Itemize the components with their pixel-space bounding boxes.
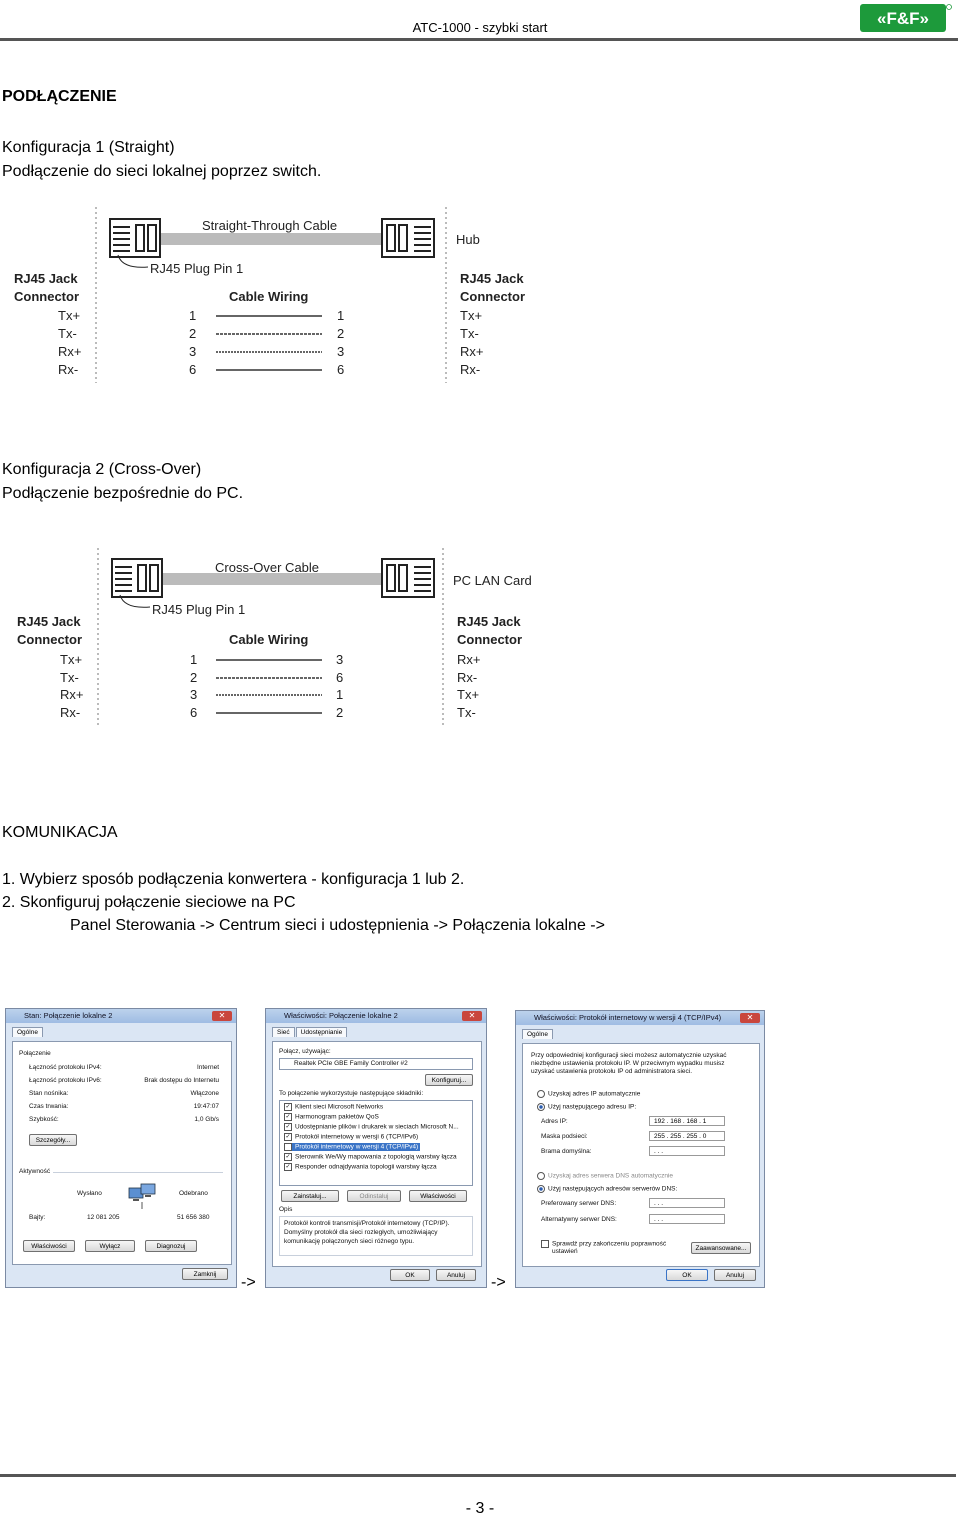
auto-dns-radio[interactable]: Uzyskaj adres serwera DNS automatycznie: [537, 1172, 673, 1180]
bytes-label: Bajty:: [29, 1214, 46, 1221]
ff-logo: [860, 4, 952, 34]
right-signal: Tx+: [460, 308, 483, 323]
cable-type-label: Cross-Over Cable: [215, 560, 320, 575]
right-connector-label-2: Connector: [457, 632, 522, 647]
description-text: Protokół kontroli transmisji/Protokół internetowy (TCP/IP).: [284, 1220, 450, 1227]
intro-text: Przy odpowiedniej konfiguracji sieci możesz automatycznie uzyskać: [531, 1052, 727, 1059]
control-panel-path: Panel Sterowania -> Centrum sieci i udostępnienia -> Połączenia lokalne ->: [70, 917, 605, 934]
section-heading-connection: PODŁĄCZENIE: [2, 88, 117, 105]
footer-rule: [0, 1474, 956, 1477]
row-value: Brak dostępu do Internetu: [144, 1077, 219, 1084]
right-connector-label-2: Connector: [460, 289, 525, 304]
device-label: Hub: [456, 232, 480, 247]
subnet-mask-field[interactable]: 255 . 255 . 255 . 0: [649, 1131, 725, 1141]
diagnose-button[interactable]: Diagnozuj: [145, 1240, 197, 1252]
right-signal: Tx-: [460, 326, 479, 341]
arrow-1: ->: [241, 1274, 256, 1291]
status-dialog-title: Stan: Połączenie lokalne 2: [24, 1011, 113, 1020]
page-number: - 3 -: [465, 1500, 495, 1517]
right-signal: Rx+: [457, 652, 481, 667]
config1-description: Podłączenie do sieci lokalnej poprzez switch.: [2, 163, 322, 180]
ok-button[interactable]: OK: [390, 1269, 430, 1281]
crossover-cable-diagram: [0, 546, 560, 728]
auto-ip-radio[interactable]: Uzyskaj adres IP automatycznie: [537, 1090, 640, 1098]
cable-wiring-label: Cable Wiring: [229, 289, 309, 304]
group-activity-label: Aktywność: [19, 1168, 51, 1175]
rj45-plug-right: [382, 559, 434, 597]
adapter-box: [279, 1058, 473, 1070]
component-item[interactable]: ✓ Protokół internetowy w wersji 6 (TCP/IPv6): [285, 1133, 419, 1141]
alternate-dns-field[interactable]: . . .: [649, 1214, 725, 1224]
left-pin: 6: [189, 362, 197, 377]
left-pin: 2: [189, 326, 197, 341]
rj45-plug-right: [382, 219, 434, 257]
left-signal: Rx-: [58, 362, 79, 377]
close-button[interactable]: Zamknij: [182, 1268, 228, 1280]
disable-button[interactable]: Wyłącz: [85, 1240, 135, 1252]
status-panel: [12, 1041, 232, 1265]
gateway-label: Brama domyślna:: [541, 1148, 592, 1155]
right-pin: 6: [337, 362, 345, 377]
tab-general[interactable]: Ogólne: [522, 1029, 553, 1039]
properties-button[interactable]: Właściwości: [23, 1240, 75, 1252]
right-connector-label-1: RJ45 Jack: [457, 614, 521, 629]
row-value: 1,0 Gb/s: [194, 1116, 219, 1123]
left-connector-label-2: Connector: [14, 289, 79, 304]
left-pin: 6: [190, 705, 198, 720]
status-dialog: [5, 1008, 237, 1288]
row-label: Łączność protokołu IPv6:: [29, 1077, 102, 1084]
tab-sharing[interactable]: Udostępnianie: [296, 1027, 348, 1037]
left-connector-label-2: Connector: [17, 632, 82, 647]
close-icon[interactable]: ✕: [462, 1011, 482, 1021]
config1-title: Konfiguracja 1 (Straight): [2, 139, 175, 156]
ip-address-field[interactable]: 192 . 168 . 168 . 1: [649, 1116, 725, 1126]
left-signal: Rx+: [58, 344, 82, 359]
step-1: 1. Wybierz sposób podłączenia konwertera - konfiguracja 1 lub 2.: [2, 871, 465, 888]
arrow-2: ->: [491, 1274, 506, 1291]
preferred-dns-label: Preferowany serwer DNS:: [541, 1200, 617, 1207]
description-box: [279, 1216, 473, 1256]
ipv4-properties-dialog: [515, 1010, 765, 1288]
right-pin: 3: [336, 652, 344, 667]
status-dialog-titlebar: [6, 1009, 236, 1023]
install-button[interactable]: Zainstaluj...: [281, 1190, 339, 1202]
left-signal: Tx-: [58, 326, 77, 341]
group-connection-label: Połączenie: [19, 1050, 51, 1057]
description-text: Domyślny protokół dla sieci rozległych, umożliwiający: [284, 1229, 438, 1236]
right-pin: 6: [336, 670, 344, 685]
left-signal: Tx+: [60, 652, 83, 667]
row-label: Łączność protokołu IPv4:: [29, 1064, 102, 1071]
right-signal: Rx+: [460, 344, 484, 359]
divider: [53, 1172, 223, 1173]
components-label: To połączenie wykorzystuje następujące składniki:: [279, 1090, 424, 1097]
received-label: Odebrano: [179, 1190, 208, 1197]
connection-properties-dialog: [265, 1008, 487, 1288]
network-panel: [272, 1041, 482, 1267]
ipv4-panel: [522, 1043, 760, 1267]
component-item[interactable]: ✓ Harmonogram pakietów QoS: [285, 1113, 379, 1121]
intro-text: niezbędne ustawienia protokołu IP. W przeciwnym wypadku musisz: [531, 1060, 725, 1067]
cancel-button[interactable]: Anuluj: [436, 1269, 476, 1281]
component-item[interactable]: ✓ Responder odnajdywania topologii warstwy łącza: [285, 1163, 437, 1171]
components-list: [279, 1100, 473, 1186]
right-connector-label-1: RJ45 Jack: [460, 271, 524, 286]
header-rule: [0, 38, 958, 41]
close-icon[interactable]: ✕: [212, 1011, 232, 1021]
bytes-sent: 12 081 205: [87, 1214, 120, 1221]
right-pin: 2: [337, 326, 345, 341]
left-connector-label-1: RJ45 Jack: [14, 271, 78, 286]
step-2: 2. Skonfiguruj połączenie sieciowe na PC: [2, 894, 296, 911]
component-item[interactable]: ✓ Udostępnianie plików i drukarek w sieciach Microsoft N...: [285, 1123, 459, 1131]
configure-button[interactable]: Konfiguruj...: [425, 1074, 473, 1086]
network-computers-icon: [127, 1182, 159, 1212]
left-connector-label-1: RJ45 Jack: [17, 614, 81, 629]
tab-general[interactable]: Ogólne: [12, 1027, 43, 1037]
component-item-selected[interactable]: ✓ Protokół internetowy w wersji 4 (TCP/IPv4): [285, 1143, 419, 1151]
config2-title: Konfiguracja 2 (Cross-Over): [2, 461, 202, 478]
item-properties-button[interactable]: Właściwości: [409, 1190, 467, 1202]
alternate-dns-label: Alternatywny serwer DNS:: [541, 1216, 617, 1223]
right-pin: 3: [337, 344, 345, 359]
description-text: komunikację połączonych sieci różnego typu.: [284, 1238, 415, 1245]
subnet-mask-label: Maska podsieci:: [541, 1133, 588, 1140]
connection-properties-title: Właściwości: Połączenie lokalne 2: [284, 1011, 398, 1020]
ipv4-properties-title: Właściwości: Protokół internetowy w wersji 4 (TCP/IPv4): [534, 1013, 722, 1022]
document-header-title: ATC-1000 - szybki start: [412, 20, 548, 35]
description-label: Opis: [279, 1206, 293, 1213]
left-pin: 3: [189, 344, 197, 359]
row-label: Czas trwania:: [29, 1103, 69, 1110]
row-label: Szybkość:: [29, 1116, 59, 1123]
right-signal: Tx-: [457, 705, 476, 720]
manual-dns-radio[interactable]: Użyj następujących adresów serwerów DNS:: [537, 1185, 677, 1193]
rj45-plug-left: [110, 219, 160, 257]
bytes-received: 51 656 380: [177, 1214, 210, 1221]
straight-cable-diagram: [0, 205, 560, 385]
ip-address-label: Adres IP:: [541, 1118, 568, 1125]
row-label: Stan nośnika:: [29, 1090, 69, 1097]
tab-network[interactable]: Sieć: [272, 1027, 295, 1037]
validate-checkbox-label: ustawień: [552, 1248, 578, 1255]
sent-label: Wysłano: [77, 1190, 102, 1197]
row-value: Włączone: [190, 1090, 219, 1097]
config2-description: Podłączenie bezpośrednie do PC.: [2, 485, 244, 502]
adapter-name: Realtek PCIe GBE Family Controller #2: [294, 1060, 408, 1067]
component-item[interactable]: ✓ Sterownik We/Wy mapowania z topologią warstwy łącza: [285, 1153, 457, 1161]
section-heading-communication: KOMUNIKACJA: [2, 824, 118, 841]
plug-pin-label: RJ45 Plug Pin 1: [150, 261, 244, 276]
row-value: Internet: [196, 1064, 219, 1071]
validate-checkbox[interactable]: Sprawdź przy zakończeniu poprawność: [541, 1240, 666, 1248]
details-button[interactable]: Szczegóły...: [29, 1134, 77, 1146]
gateway-field[interactable]: . . .: [649, 1146, 725, 1156]
right-signal: Rx-: [457, 670, 478, 685]
left-signal: Tx-: [60, 670, 79, 685]
component-item[interactable]: ✓ Klient sieci Microsoft Networks: [285, 1103, 384, 1111]
logo-text: «F&F»: [877, 9, 929, 28]
right-signal: Tx+: [457, 687, 480, 702]
left-pin: 1: [189, 308, 197, 323]
intro-text: uzyskać ustawienia protokołu IP od administratora sieci.: [531, 1068, 693, 1075]
right-pin: 2: [336, 705, 344, 720]
uninstall-button[interactable]: Odinstaluj: [347, 1190, 401, 1202]
rj45-plug-left: [112, 559, 162, 597]
left-pin: 2: [190, 670, 198, 685]
left-pin: 1: [190, 652, 198, 667]
connect-using-label: Połącz, używając:: [279, 1048, 331, 1055]
left-pin: 3: [190, 687, 198, 702]
cable-wiring-label: Cable Wiring: [229, 632, 309, 647]
right-pin: 1: [337, 308, 345, 323]
ok-button[interactable]: OK: [666, 1269, 708, 1281]
cancel-button[interactable]: Anuluj: [714, 1269, 756, 1281]
advanced-button[interactable]: Zaawansowane...: [691, 1242, 751, 1254]
preferred-dns-field[interactable]: . . .: [649, 1198, 725, 1208]
connection-properties-titlebar: [266, 1009, 486, 1023]
row-value: 19:47:07: [193, 1103, 219, 1110]
left-signal: Tx+: [58, 308, 81, 323]
left-signal: Rx-: [60, 705, 81, 720]
cable-type-label: Straight-Through Cable: [202, 218, 338, 233]
right-signal: Rx-: [460, 362, 481, 377]
left-signal: Rx+: [60, 687, 84, 702]
close-icon[interactable]: ✕: [740, 1013, 760, 1023]
ipv4-properties-titlebar: [516, 1011, 764, 1025]
right-pin: 1: [336, 687, 344, 702]
device-label: PC LAN Card: [453, 573, 532, 588]
plug-pin-label: RJ45 Plug Pin 1: [152, 602, 246, 617]
manual-ip-radio[interactable]: Użyj następującego adresu IP:: [537, 1103, 636, 1111]
